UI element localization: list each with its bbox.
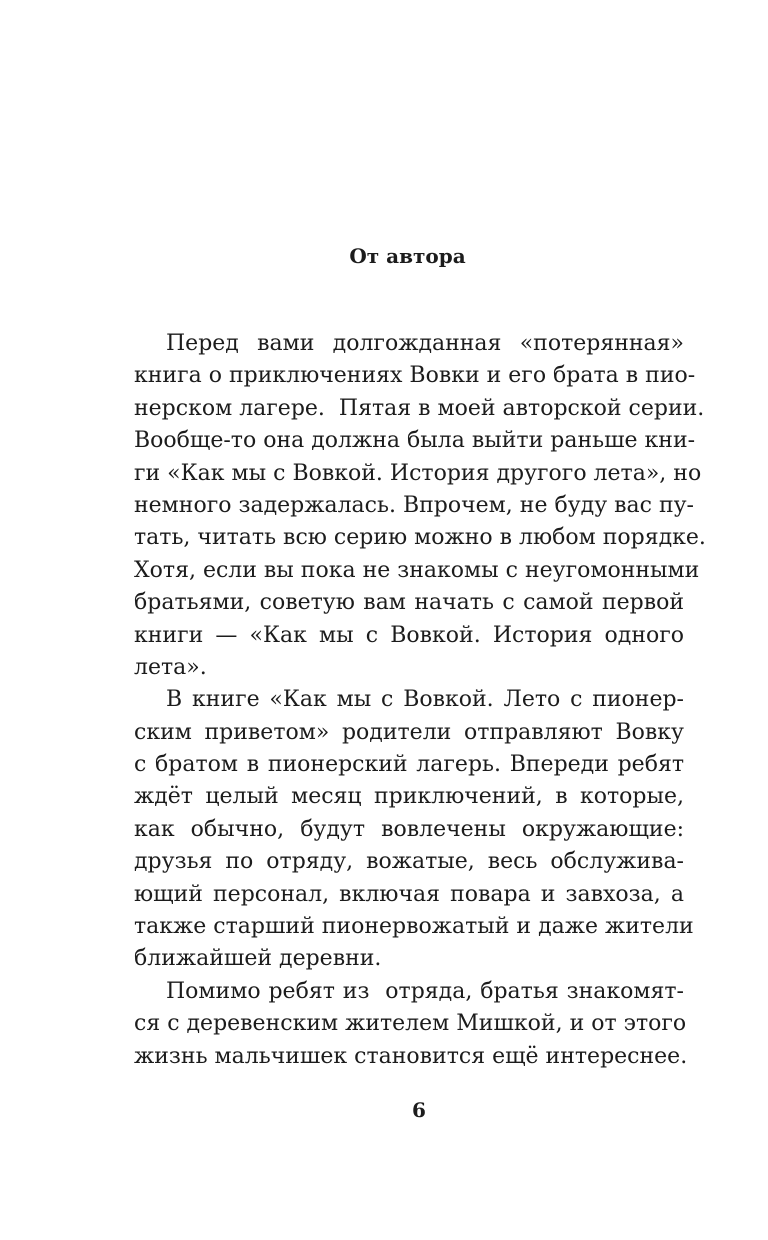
page-number: 6 (412, 1098, 426, 1122)
text-line: с братом в пионерский лагерь. Впереди ребят (134, 752, 684, 778)
text-line: немного задержалась. Впрочем, не буду вас пу- (134, 492, 694, 518)
text-line: Вообще-то она должна была выйти раньше кни- (134, 428, 696, 454)
text-line: также старший пионервожатый и даже жители (134, 914, 694, 940)
text-line: нерском лагере. Пятая в моей авторской серии. (134, 395, 705, 421)
text-line: ждёт целый месяц приключений, в которые, (134, 784, 684, 810)
text-line: братьями, советую вам начать с самой первой (134, 590, 684, 616)
text-line: книги — «Как мы с Вовкой. История одного (134, 622, 684, 648)
text-line: лета». (134, 654, 207, 680)
text-line: как обычно, будут вовлечены окружающие: (134, 816, 684, 842)
text-line: ближайшей деревни. (134, 946, 382, 972)
text-line: ся с деревенским жителем Мишкой, и от этого (134, 1011, 687, 1037)
text-line: ющий персонал, включая повара и завхоза, а (134, 881, 684, 907)
text-line: книга о приключениях Вовки и его брата в пио- (134, 363, 696, 389)
text-line: ги «Как мы с Вовкой. История другого лета», но (134, 460, 702, 486)
text-line: Перед вами долгожданная «потерянная» (166, 331, 684, 356)
text-line: Помимо ребят из отряда, братья знакомят- (166, 978, 684, 1004)
text-line: В книге «Как мы с Вовкой. Лето с пионер- (166, 687, 684, 713)
text-line: тать, читать всю серию можно в любом порядке. (134, 525, 706, 551)
body-text (134, 328, 706, 1073)
text-line: жизнь мальчишек становится ещё интереснее. (134, 1043, 688, 1069)
text-line: Хотя, если вы пока не знакомы с неугомонными (134, 557, 700, 583)
text-line: ским приветом» родители отправляют Вовку (134, 719, 684, 745)
section-heading: От автора (349, 244, 466, 268)
text-line: друзья по отряду, вожатые, весь обслужива- (134, 849, 684, 875)
